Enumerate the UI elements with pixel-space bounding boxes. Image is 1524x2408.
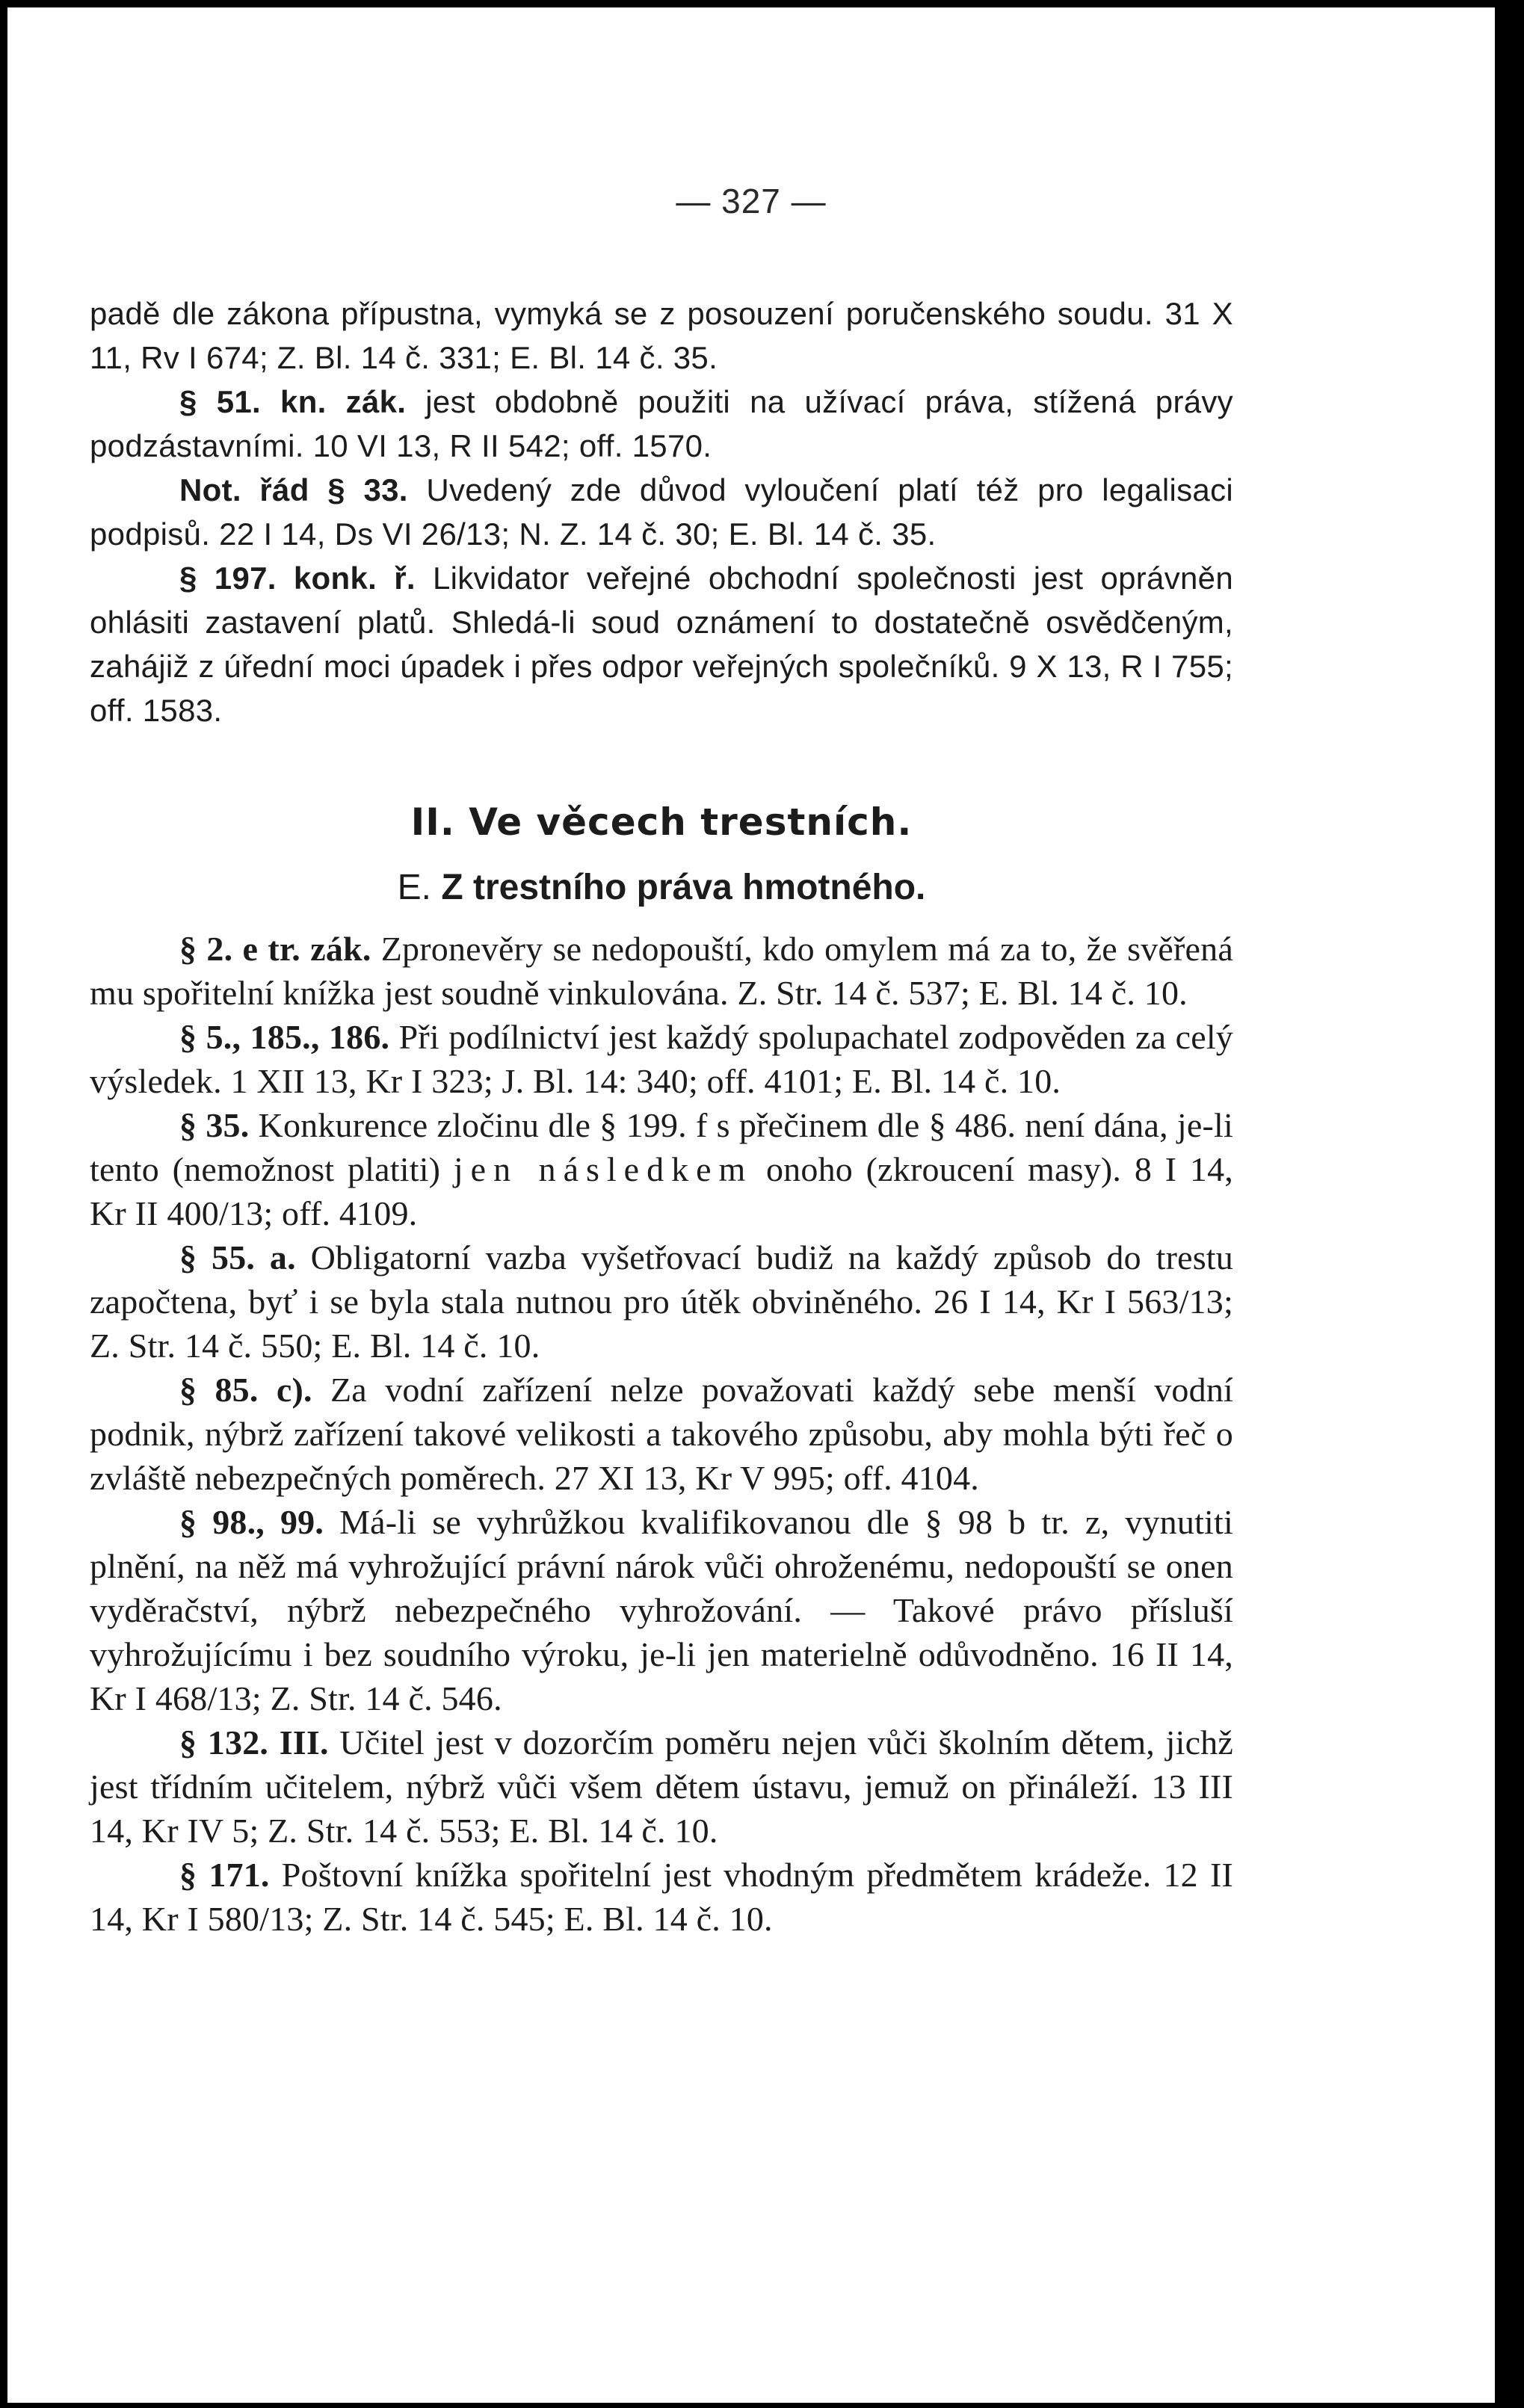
paragraph-section-2e — [90, 927, 1233, 1015]
emphasized-text: jen následkem — [453, 1150, 753, 1188]
paragraph-section-85c — [90, 1368, 1233, 1500]
paragraph-text: Uvedený zde důvod vyloučení platí též pro legalisaci podpisů. 22 I 14, Ds VI 26/13; N. Z. 14 č. 30; E. Bl. 14 č. 35. — [90, 472, 1233, 552]
paragraph-section-55a — [90, 1235, 1233, 1368]
section-reference: § 171. — [179, 1856, 270, 1894]
paragraph-text: padě dle zákona přípustna, vymyká se z posouzení poručenského soudu. 31 X 11, Rv I 674; Z. Bl. 14 č. 331; E. Bl. 14 č. 35. — [90, 296, 1233, 375]
paragraph-section-171 — [90, 1853, 1233, 1941]
section-reference: § 85. c). — [179, 1371, 312, 1409]
paragraph-text: Obligatorní vazba vyšetřovací budiž na každý způsob do trestu započtena, byť i se byla stala nutnou pro útěk obviněného. 26 I 14, Kr I 563/13; Z. Str. 14 č. 550; E. Bl. 14 č. 10. — [90, 1238, 1233, 1365]
paragraph-text: Poštovní knížka spořitelní jest vhodným předmětem krádeže. 12 II 14, Kr I 580/13; Z. Str. 14 č. 545; E. Bl. 14 č. 10. — [90, 1856, 1234, 1938]
section-reference: § 55. a. — [179, 1238, 296, 1276]
paragraph-text: onoho (zkroucení masy). 8 I 14, Kr II 400/13; off. 4109. — [90, 1150, 1233, 1232]
section-reference: § 51. kn. zák. — [179, 384, 407, 419]
section-reference: § 35. — [179, 1106, 250, 1144]
section-reference: § 132. III. — [179, 1723, 329, 1762]
paragraph-text: Konkurence zločinu dle § 199. f s přečinem dle § 486. není dána, je-li tento (nemožnost platiti) — [90, 1106, 1233, 1188]
page-body — [90, 291, 1233, 1941]
section-reference: § 197. konk. ř. — [179, 561, 416, 596]
scanned-page — [7, 7, 1495, 2403]
scan-border — [1495, 0, 1524, 2408]
paragraph-text: Likvidator veřejné obchodní společnosti jest oprávněn ohlásiti zastavení platů. Shledá-li soud oznámení to dostatečně osvědčeným, zahájiž z úřední moci úpadek i přes odpor veřejných společníků. 9 X 13, R I 755; off. 1583. — [90, 561, 1233, 728]
paragraph-kn-zak — [90, 380, 1233, 468]
paragraph-text: Zpronevěry se nedopouští, kdo omylem má za to, že svěřená mu spořitelní knížka jest soudně vinkulována. Z. Str. 14 č. 537; E. Bl. 14 č. 10. — [90, 930, 1233, 1012]
paragraph-text: Má-li se vyhrůžkou kvalifikovanou dle § 98 b tr. z, vynutiti plnění, na něž má vyhrožující právní nárok vůči ohroženému, nedopouští se onen vyděračství, nýbrž nebezpečného vyhrožování. — Takové právo přísluší vyhrožujícímu i bez soudního výroku, je-li jen materielně odůvodněno. 16 II 14, Kr I 468/13; Z. Str. 14 č. 546. — [90, 1503, 1233, 1717]
subsection-letter: E. — [397, 868, 431, 907]
section-reference: § 5., 185., 186. — [179, 1018, 390, 1056]
paragraph-konk-r — [90, 556, 1233, 732]
paragraph-section-35 — [90, 1103, 1233, 1235]
paragraph-text: Při podílnictví jest každý spolupachatel zodpověden za celý výsledek. 1 XII 13, Kr I 323; J. Bl. 14: 340; off. 4101; E. Bl. 14 č. 10. — [90, 1018, 1234, 1100]
subsection-title: Z trestního práva hmotného. — [441, 868, 926, 907]
paragraph-section-132 — [90, 1720, 1233, 1853]
section-reference: § 2. e tr. zák. — [179, 930, 371, 968]
section-reference: Not. řád § 33. — [179, 472, 408, 507]
paragraph-continuation — [90, 291, 1233, 380]
paragraph-text: Za vodní zařízení nelze považovati každý sebe menší vodní podnik, nýbrž zařízení takové velikosti a takového způsobu, aby mohla býti řeč o zvláště nebezpečných poměrech. 27 XI 13, Kr V 995; off. 4104. — [90, 1371, 1233, 1497]
paragraph-text: Učitel jest v dozorčím poměru nejen vůči školním dětem, jichž jest třídním učitelem, nýbrž vůči všem dětem ústavu, jemuž on přináleží. 13 III 14, Kr IV 5; Z. Str. 14 č. 553; E. Bl. 14 č. 10. — [90, 1723, 1233, 1850]
section-heading: II. Ve věcech trestních. — [410, 800, 913, 844]
paragraph-section-5 — [90, 1015, 1233, 1103]
paragraph-section-98 — [90, 1500, 1233, 1720]
section-reference: § 98., 99. — [179, 1503, 324, 1541]
page-number: — 327 — — [676, 182, 827, 220]
paragraph-not-rad — [90, 468, 1233, 556]
subsection-heading — [90, 865, 1233, 910]
paragraph-text: jest obdobně použiti na užívací práva, stížená právy podzástavními. 10 VI 13, R II 542; off. 1570. — [90, 384, 1233, 463]
